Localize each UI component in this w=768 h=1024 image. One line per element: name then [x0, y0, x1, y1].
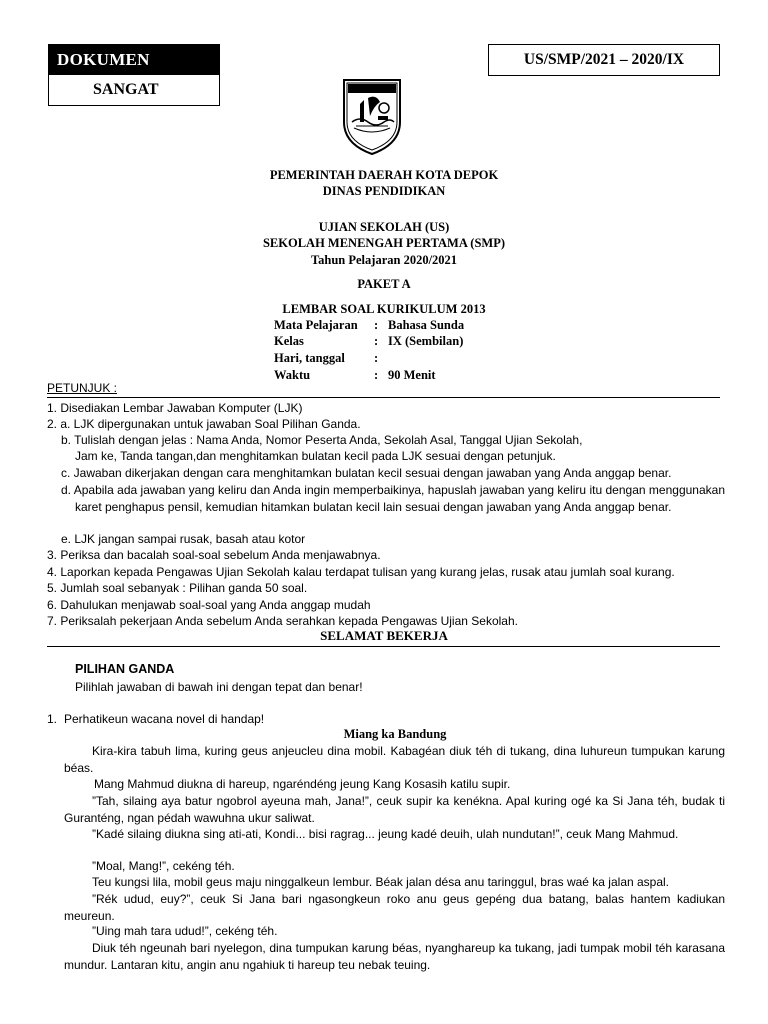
doc-label-bottom: SANGAT [93, 81, 159, 98]
instruction-1: 1. Disediakan Lembar Jawaban Komputer (LJK) [47, 401, 303, 415]
instruction-2b-line1: b. Tulislah dengan jelas : Nama Anda, Nomor Peserta Anda, Sekolah Asal, Tanggal Ujian Sekolah, [61, 433, 583, 447]
story-paragraph: Mang Mahmud diukna di hareup, ngaréndéng jeung Kang Kosasih katilu supir. [94, 777, 511, 791]
school-level-title: SEKOLAH MENENGAH PERTAMA (SMP) [262, 236, 506, 250]
government-title: PEMERINTAH DAERAH KOTA DEPOK [269, 168, 499, 182]
question-prompt: Perhatikeun wacana novel di handap! [64, 712, 265, 726]
divider-top [47, 397, 720, 398]
story-paragraph: ”Rék udud, euy?”, ceuk Si Jana bari ngasongkeun roko anu geus gepéng dua batang, balas hantem kadiukan meureun. [64, 892, 725, 923]
instruction-3: 3. Periksa dan bacalah soal-soal sebelum Anda menjawabnya. [47, 548, 381, 562]
instruction-7: 7. Periksalah pekerjaan Anda sebelum Anda serahkan kepada Pengawas Ujian Sekolah. [47, 614, 518, 628]
story-paragraph: Kira-kira tabuh lima, kuring geus anjeucleu dina mobil. Kabagéan diuk téh di tukang, dina luhureun tumpukan karung béas. [64, 744, 725, 775]
question-number: 1. [47, 712, 58, 726]
info-row-time: Waktu : 90 Menit [274, 368, 436, 382]
story-paragraph: Teu kungsi lila, mobil geus maju ninggalkeun lembur. Béak jalan désa anu taringgul, bras waé ka jalan aspal. [92, 875, 670, 889]
agency-title: DINAS PENDIDIKAN [322, 184, 446, 198]
story-paragraph: Diuk téh ngeunah bari nyelegon, dina tumpukan karung béas, nyanghareup ka tukang, jadi tumpak mobil téh karasana mundur. Lantaran kitu, angin anu ngahiuk ti hareup teu nebak teuing. [64, 941, 725, 972]
divider-bottom [47, 646, 720, 647]
document-code: US/SMP/2021 – 2020/IX [488, 44, 720, 76]
story-paragraph: ”Uing mah tara udud!”, cekéng téh. [92, 924, 278, 938]
info-row-class: Kelas : IX (Sembilan) [274, 334, 464, 348]
instruction-2d: d. Apabila ada jawaban yang keliru dan Anda ingin memperbaikinya, hapuslah jawaban yang keliru itu dengan menggunakan karet penghapus pensil, kemudian hitamkan bulatan kecil lain sesuai dengan jawaban yang Anda anggap benar. [61, 483, 725, 514]
story-paragraph: ”Kadé silaing diukna sing ati-ati, Kondi... bisi ragrag... jeung kadé deuih, ulah nundutan!”, ceuk Mang Mahmud. [92, 827, 679, 841]
instruction-2b-line2: Jam ke, Tanda tangan,dan menghitamkan bulatan kecil pada LJK sesuai dengan petunjuk. [75, 449, 556, 463]
closing-message: SELAMAT BEKERJA [320, 628, 448, 643]
instruction-2e: e. LJK jangan sampai rusak, basah atau kotor [61, 532, 306, 546]
instruction-2a: 2. a. LJK dipergunakan untuk jawaban Soal Pilihan Ganda. [47, 417, 361, 431]
package-label: PAKET A [357, 277, 411, 291]
instruction-6: 6. Dahulukan menjawab soal-soal yang Anda anggap mudah [47, 598, 371, 612]
info-row-subject: Mata Pelajaran : Bahasa Sunda [274, 318, 465, 332]
document-classification-box [48, 44, 220, 106]
story-paragraph: ”Moal, Mang!”, cekéng téh. [92, 859, 235, 873]
section-subtitle: Pilihlah jawaban di bawah ini dengan tepat dan benar! [75, 680, 363, 694]
story-title: Miang ka Bandung [343, 727, 447, 741]
story-paragraph: ”Tah, silaing aya batur ngobrol ayeuna mah, Jana!”, ceuk supir ka kenékna. Apal kuring ogé ka Si Jana téh, budak ti Guranténg, ngan pédah wawuhna ukur saliwat. [64, 794, 725, 825]
sheet-title: LEMBAR SOAL KURIKULUM 2013 [282, 302, 486, 316]
section-title: PILIHAN GANDA [75, 662, 175, 676]
instructions-heading: PETUNJUK : [47, 381, 118, 395]
instruction-5: 5. Jumlah soal sebanyak : Pilihan ganda 50 soal. [47, 581, 308, 595]
kota-depok-seal-logo [340, 76, 404, 156]
academic-year: Tahun Pelajaran 2020/2021 [310, 253, 458, 267]
instruction-2c: c. Jawaban dikerjakan dengan cara menghitamkan bulatan kecil sesuai dengan jawaban yang Anda anggap benar. [61, 466, 672, 480]
exam-title: UJIAN SEKOLAH (US) [318, 220, 450, 234]
info-row-date: Hari, tanggal : [274, 351, 379, 365]
doc-label-top: DOKUMEN [49, 45, 219, 75]
instruction-4: 4. Laporkan kepada Pengawas Ujian Sekolah kalau terdapat tulisan yang kurang jelas, rusak atau jumlah soal kurang. [47, 565, 675, 579]
